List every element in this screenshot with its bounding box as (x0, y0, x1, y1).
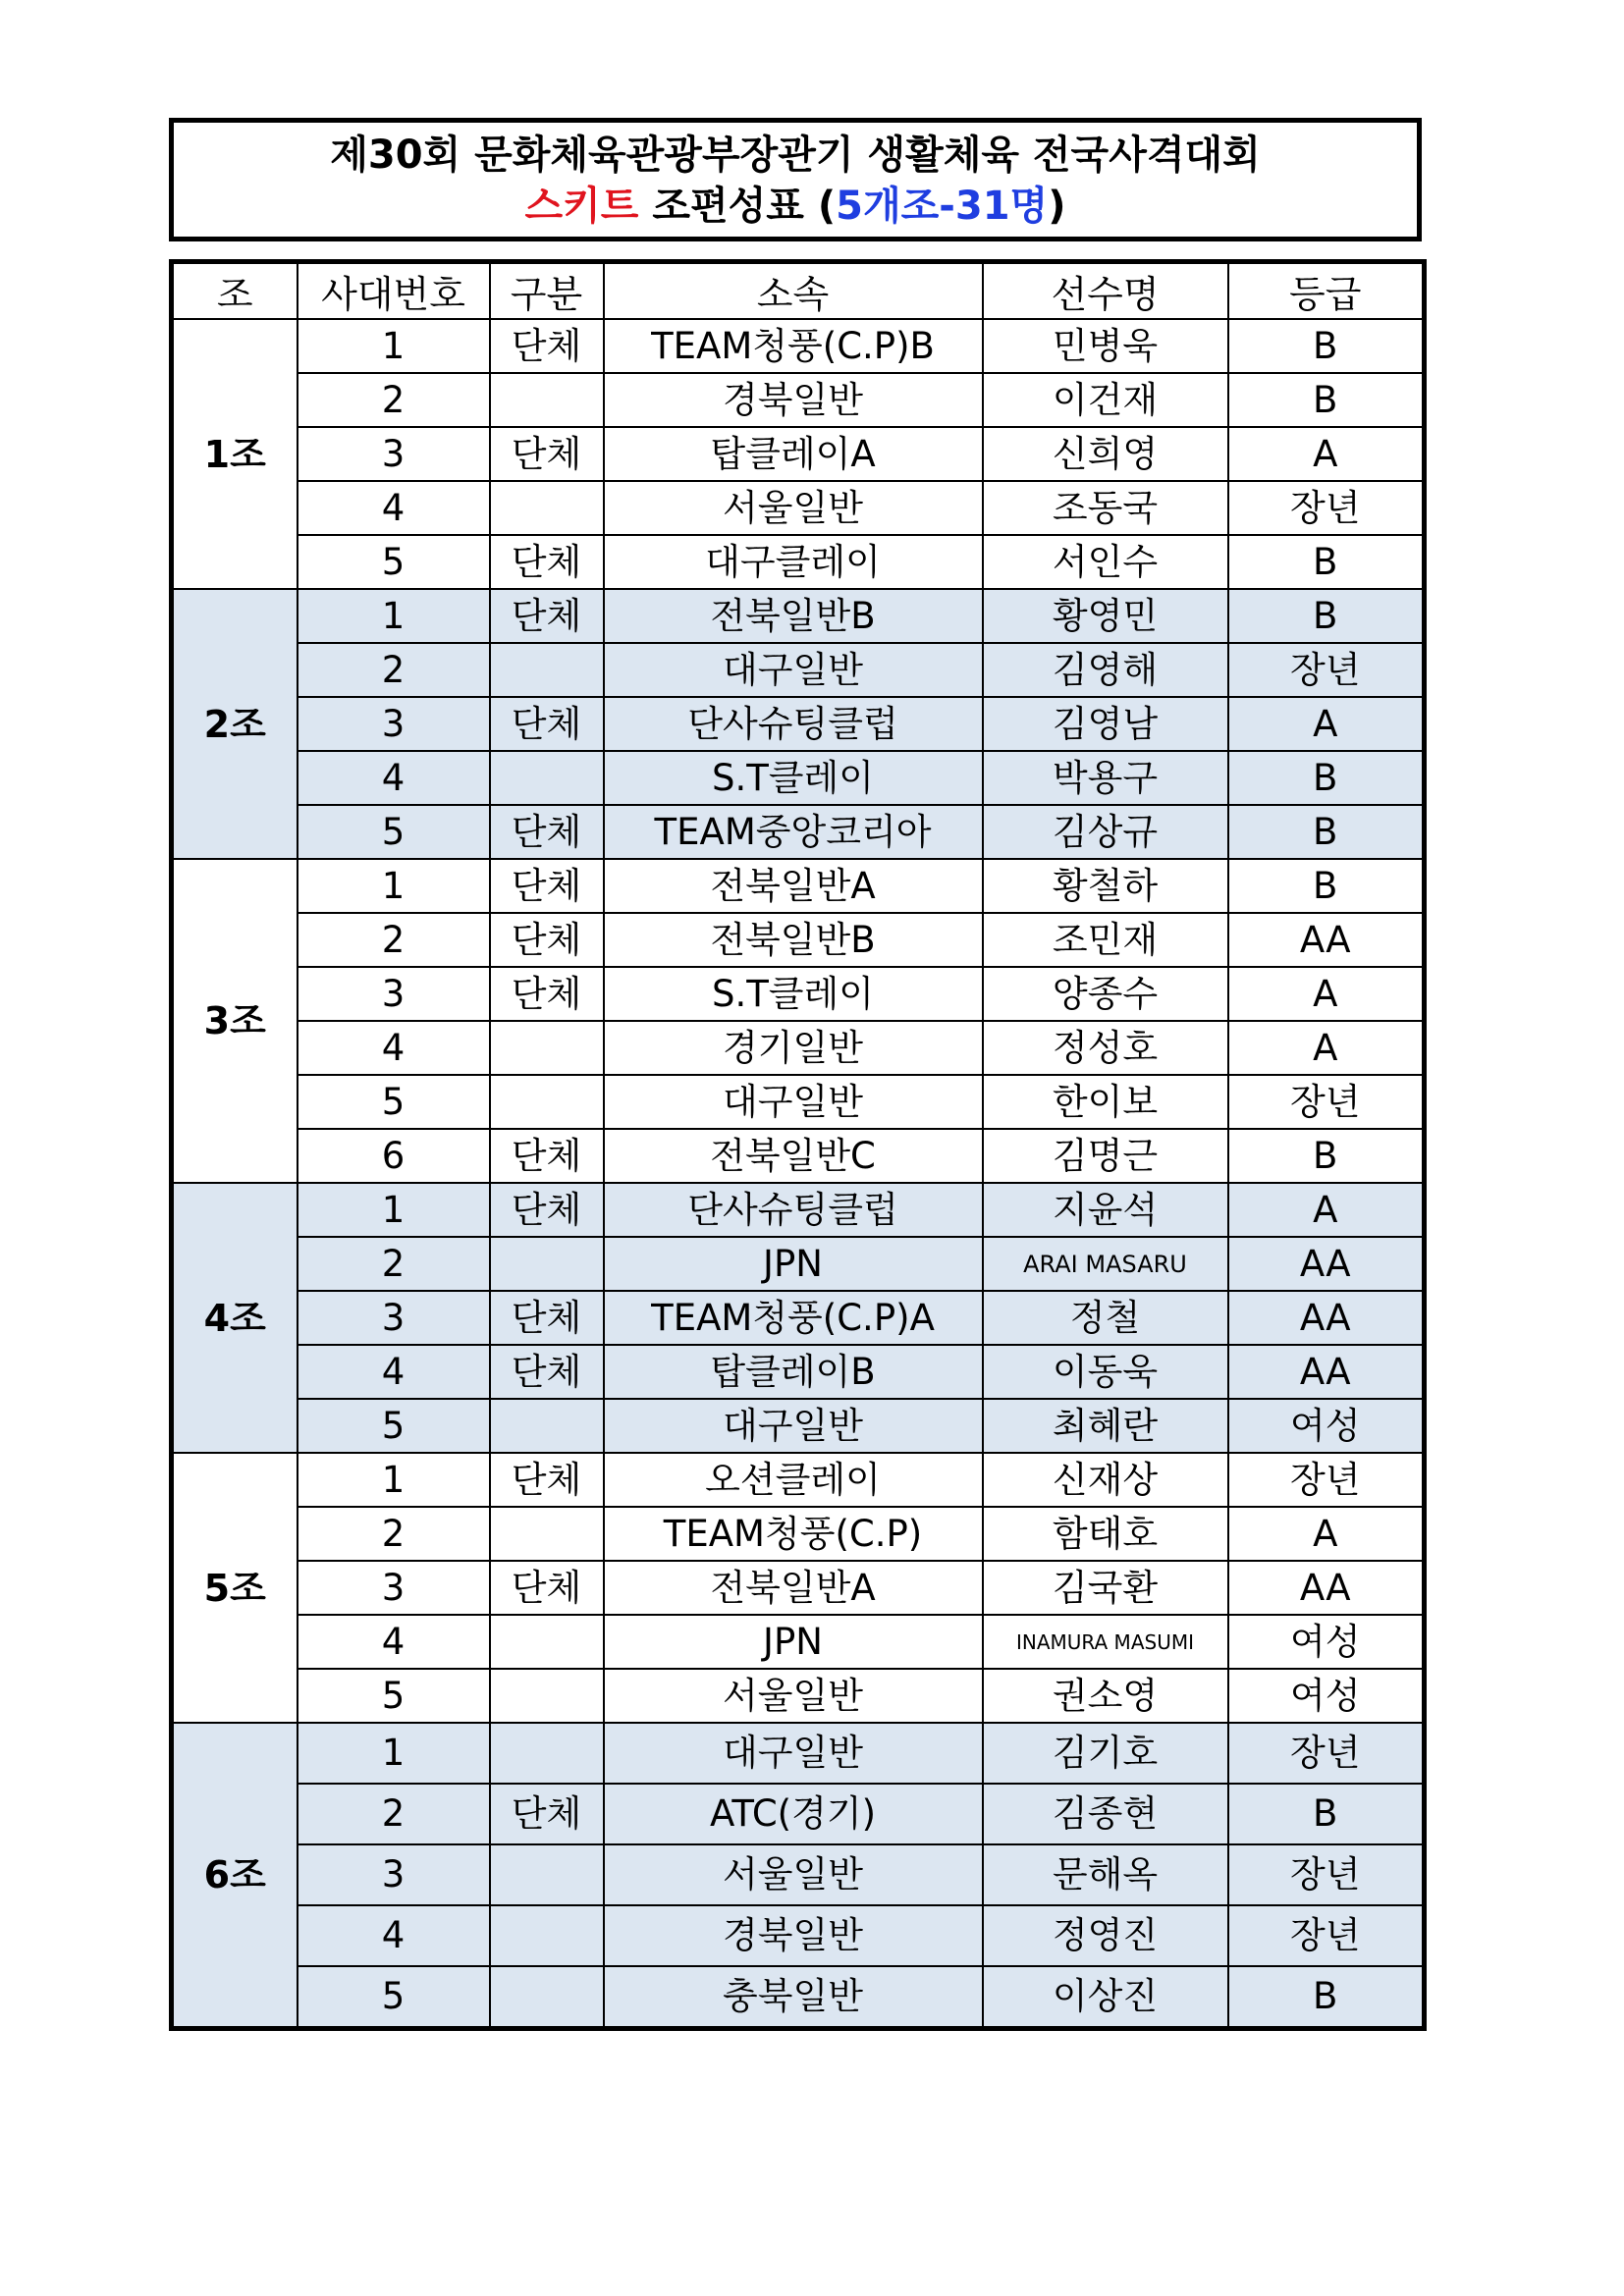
team-cell: 대구일반 (604, 643, 983, 697)
name-cell: 김영남 (983, 697, 1228, 751)
table-row (172, 1021, 1425, 1075)
table-row (172, 859, 1425, 913)
team-cell: 서울일반 (604, 1669, 983, 1723)
grade-cell: AA (1228, 1291, 1425, 1345)
team-cell: 전북일반B (604, 589, 983, 643)
station-cell: 2 (298, 1784, 490, 1844)
type-cell: 단체 (490, 427, 604, 481)
grade-cell: B (1228, 1129, 1425, 1183)
grade-cell: AA (1228, 1345, 1425, 1399)
table-row (172, 1905, 1425, 1966)
grade-cell: A (1228, 697, 1425, 751)
station-cell: 2 (298, 1507, 490, 1561)
table-row (172, 697, 1425, 751)
grade-cell: AA (1228, 1237, 1425, 1291)
grade-cell: 장년 (1228, 643, 1425, 697)
grade-cell: B (1228, 535, 1425, 589)
grade-cell: A (1228, 1507, 1425, 1561)
team-cell: 경기일반 (604, 1021, 983, 1075)
team-cell: S.T클레이 (604, 751, 983, 805)
table-row (172, 913, 1425, 967)
grade-cell: 여성 (1228, 1669, 1425, 1723)
table-row (172, 1561, 1425, 1615)
table-row (172, 1345, 1425, 1399)
group-label: 2조 (172, 589, 298, 859)
name-cell: 신희영 (983, 427, 1228, 481)
table-row (172, 1183, 1425, 1237)
station-cell: 5 (298, 1966, 490, 2029)
name-cell: 이건재 (983, 373, 1228, 427)
station-cell: 1 (298, 859, 490, 913)
table-row (172, 1669, 1425, 1723)
document-title: 제30회 문화체육관광부장관기 생활체육 전국사격대회 (330, 133, 1261, 178)
grade-cell: 장년 (1228, 1905, 1425, 1966)
name-cell: 한이보 (983, 1075, 1228, 1129)
event-name: 스키트 (524, 184, 639, 229)
type-cell (490, 1844, 604, 1905)
title-box (169, 118, 1422, 241)
team-cell: S.T클레이 (604, 967, 983, 1021)
station-cell: 6 (298, 1129, 490, 1183)
team-cell: JPN (604, 1615, 983, 1669)
header-team: 소속 (604, 262, 983, 320)
grade-cell: B (1228, 1784, 1425, 1844)
team-cell: 전북일반A (604, 1561, 983, 1615)
station-cell: 3 (298, 1291, 490, 1345)
team-cell: 대구일반 (604, 1399, 983, 1453)
name-cell: 황철하 (983, 859, 1228, 913)
type-cell: 단체 (490, 319, 604, 373)
name-cell: 지윤석 (983, 1183, 1228, 1237)
header-type: 구분 (490, 262, 604, 320)
type-cell (490, 373, 604, 427)
type-cell (490, 1507, 604, 1561)
station-cell: 5 (298, 1669, 490, 1723)
table-row (172, 1237, 1425, 1291)
grade-cell: AA (1228, 1561, 1425, 1615)
team-cell: 대구클레이 (604, 535, 983, 589)
name-cell: 민병욱 (983, 319, 1228, 373)
header-name: 선수명 (983, 262, 1228, 320)
table-row (172, 751, 1425, 805)
table-row (172, 1784, 1425, 1844)
table-row (172, 643, 1425, 697)
name-cell: 정성호 (983, 1021, 1228, 1075)
type-cell (490, 751, 604, 805)
station-cell: 4 (298, 1345, 490, 1399)
grade-cell: 장년 (1228, 1844, 1425, 1905)
table-row (172, 427, 1425, 481)
name-cell: 정철 (983, 1291, 1228, 1345)
station-cell: 5 (298, 805, 490, 859)
grade-cell: B (1228, 589, 1425, 643)
grade-cell: 여성 (1228, 1615, 1425, 1669)
grade-cell: 장년 (1228, 1075, 1425, 1129)
type-cell: 단체 (490, 967, 604, 1021)
team-cell: 전북일반A (604, 859, 983, 913)
station-cell: 3 (298, 1844, 490, 1905)
station-cell: 2 (298, 1237, 490, 1291)
team-cell: ATC(경기) (604, 1784, 983, 1844)
station-cell: 5 (298, 1399, 490, 1453)
type-cell: 단체 (490, 589, 604, 643)
group-summary: 5개조-31명 (836, 184, 1049, 229)
station-cell: 5 (298, 1075, 490, 1129)
name-cell: 김영해 (983, 643, 1228, 697)
name-cell: 정영진 (983, 1905, 1228, 1966)
team-cell: 전북일반B (604, 913, 983, 967)
station-cell: 3 (298, 697, 490, 751)
name-cell: 이상진 (983, 1966, 1228, 2029)
subtitle-close: ) (1048, 184, 1066, 229)
station-cell: 4 (298, 751, 490, 805)
type-cell: 단체 (490, 859, 604, 913)
station-cell: 2 (298, 373, 490, 427)
table-row (172, 1966, 1425, 2029)
name-cell: 권소영 (983, 1669, 1228, 1723)
team-cell: 탑클레이A (604, 427, 983, 481)
grade-cell: B (1228, 1966, 1425, 2029)
station-cell: 2 (298, 913, 490, 967)
station-cell: 3 (298, 967, 490, 1021)
name-cell: 신재상 (983, 1453, 1228, 1507)
table-row (172, 1399, 1425, 1453)
grade-cell: 여성 (1228, 1399, 1425, 1453)
team-cell: TEAM청풍(C.P)A (604, 1291, 983, 1345)
grade-cell: B (1228, 859, 1425, 913)
table-row (172, 319, 1425, 373)
type-cell (490, 1723, 604, 1784)
station-cell: 1 (298, 319, 490, 373)
table-row (172, 373, 1425, 427)
station-cell: 4 (298, 481, 490, 535)
station-cell: 1 (298, 1723, 490, 1784)
team-cell: TEAM중앙코리아 (604, 805, 983, 859)
table-header-row (172, 262, 1425, 320)
team-cell: JPN (604, 1237, 983, 1291)
table-row (172, 1291, 1425, 1345)
type-cell: 단체 (490, 1345, 604, 1399)
team-cell: 경북일반 (604, 373, 983, 427)
table-row (172, 1844, 1425, 1905)
station-cell: 1 (298, 589, 490, 643)
type-cell (490, 481, 604, 535)
station-cell: 3 (298, 427, 490, 481)
station-cell: 4 (298, 1615, 490, 1669)
team-cell: 경북일반 (604, 1905, 983, 1966)
team-cell: 오션클레이 (604, 1453, 983, 1507)
type-cell: 단체 (490, 1291, 604, 1345)
station-cell: 5 (298, 535, 490, 589)
header-station: 사대번호 (298, 262, 490, 320)
name-cell: 김국환 (983, 1561, 1228, 1615)
table-row (172, 1615, 1425, 1669)
type-cell (490, 643, 604, 697)
grade-cell: AA (1228, 913, 1425, 967)
grade-cell: A (1228, 427, 1425, 481)
table-row (172, 1075, 1425, 1129)
team-cell: 충북일반 (604, 1966, 983, 2029)
type-cell (490, 1237, 604, 1291)
type-cell (490, 1399, 604, 1453)
type-cell: 단체 (490, 913, 604, 967)
name-cell: 조동국 (983, 481, 1228, 535)
name-cell: 황영민 (983, 589, 1228, 643)
table-row (172, 1507, 1425, 1561)
header-group: 조 (172, 262, 298, 320)
type-cell: 단체 (490, 1561, 604, 1615)
group-label: 1조 (172, 319, 298, 589)
team-cell: TEAM청풍(C.P)B (604, 319, 983, 373)
name-cell: 양종수 (983, 967, 1228, 1021)
station-cell: 4 (298, 1905, 490, 1966)
team-cell: 대구일반 (604, 1075, 983, 1129)
type-cell (490, 1075, 604, 1129)
team-cell: 탑클레이B (604, 1345, 983, 1399)
type-cell: 단체 (490, 697, 604, 751)
name-cell: 김명근 (983, 1129, 1228, 1183)
name-cell: INAMURA MASUMI (983, 1615, 1228, 1669)
group-label: 5조 (172, 1453, 298, 1723)
type-cell (490, 1021, 604, 1075)
team-cell: 서울일반 (604, 1844, 983, 1905)
name-cell: 함태호 (983, 1507, 1228, 1561)
name-cell: 이동욱 (983, 1345, 1228, 1399)
station-cell: 3 (298, 1561, 490, 1615)
station-cell: 2 (298, 643, 490, 697)
name-cell: 서인수 (983, 535, 1228, 589)
table-row (172, 1723, 1425, 1784)
name-cell: 조민재 (983, 913, 1228, 967)
subtitle-text: 조편성표 ( (638, 184, 837, 229)
grade-cell: 장년 (1228, 1723, 1425, 1784)
group-label: 4조 (172, 1183, 298, 1453)
grade-cell: B (1228, 805, 1425, 859)
grade-cell: A (1228, 1183, 1425, 1237)
header-grade: 등급 (1228, 262, 1425, 320)
station-cell: 1 (298, 1453, 490, 1507)
type-cell: 단체 (490, 1129, 604, 1183)
type-cell: 단체 (490, 1453, 604, 1507)
name-cell: 문해옥 (983, 1844, 1228, 1905)
team-cell: 대구일반 (604, 1723, 983, 1784)
name-cell: 김종현 (983, 1784, 1228, 1844)
team-cell: TEAM청풍(C.P) (604, 1507, 983, 1561)
type-cell (490, 1966, 604, 2029)
grade-cell: A (1228, 967, 1425, 1021)
type-cell: 단체 (490, 535, 604, 589)
name-cell: 최혜란 (983, 1399, 1228, 1453)
group-label: 6조 (172, 1723, 298, 2029)
team-cell: 단사슈팅클럽 (604, 1183, 983, 1237)
table-row (172, 589, 1425, 643)
type-cell (490, 1669, 604, 1723)
table-row (172, 481, 1425, 535)
name-cell: 박용구 (983, 751, 1228, 805)
table-row (172, 967, 1425, 1021)
table-row (172, 535, 1425, 589)
type-cell (490, 1905, 604, 1966)
table-row (172, 1129, 1425, 1183)
station-cell: 1 (298, 1183, 490, 1237)
document-subtitle (174, 182, 1417, 231)
team-cell: 전북일반C (604, 1129, 983, 1183)
grade-cell: B (1228, 373, 1425, 427)
station-cell: 4 (298, 1021, 490, 1075)
grade-cell: B (1228, 751, 1425, 805)
grade-cell: B (1228, 319, 1425, 373)
table-row (172, 805, 1425, 859)
roster-body (172, 319, 1425, 2029)
type-cell: 단체 (490, 1784, 604, 1844)
roster-table (169, 259, 1427, 2031)
name-cell: 김상규 (983, 805, 1228, 859)
type-cell: 단체 (490, 1183, 604, 1237)
group-label: 3조 (172, 859, 298, 1183)
team-cell: 서울일반 (604, 481, 983, 535)
grade-cell: 장년 (1228, 1453, 1425, 1507)
type-cell (490, 1615, 604, 1669)
grade-cell: 장년 (1228, 481, 1425, 535)
type-cell: 단체 (490, 805, 604, 859)
name-cell: 김기호 (983, 1723, 1228, 1784)
team-cell: 단사슈팅클럽 (604, 697, 983, 751)
table-row (172, 1453, 1425, 1507)
name-cell: ARAI MASARU (983, 1237, 1228, 1291)
grade-cell: A (1228, 1021, 1425, 1075)
